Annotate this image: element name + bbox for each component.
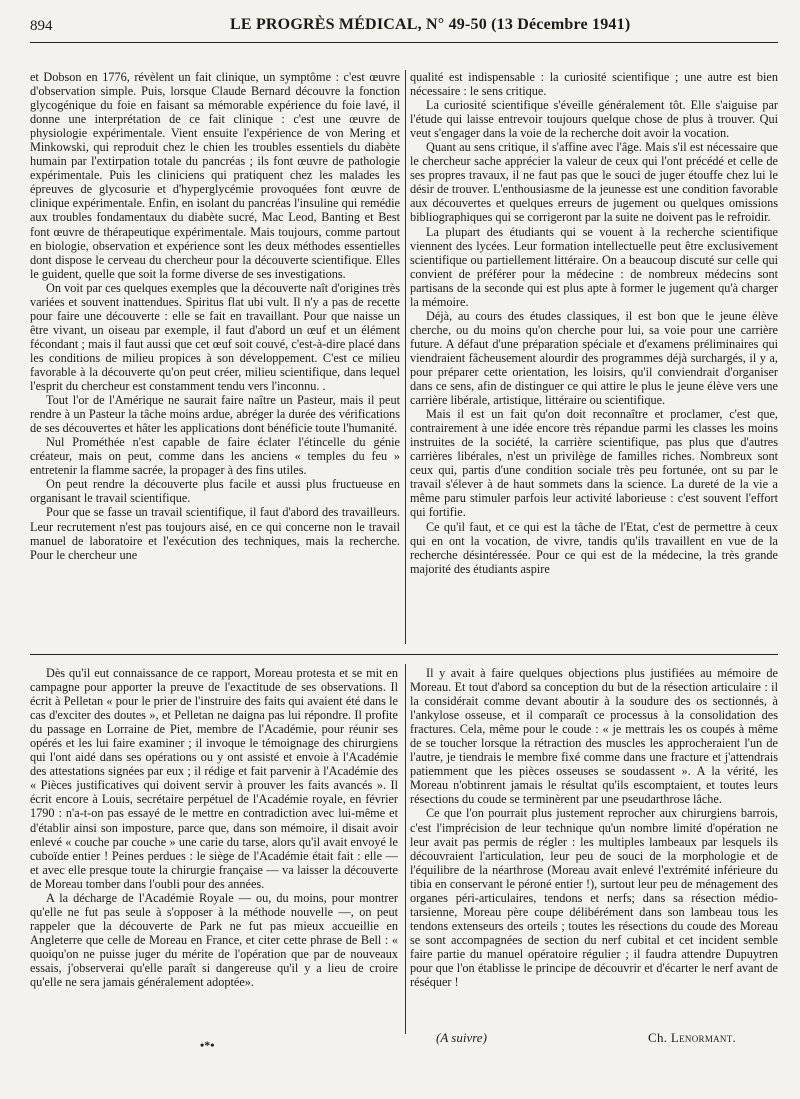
- paragraph: Dès qu'il eut connaissance de ce rapport, Moreau protesta et se mit en campagne pour apporter la preuve de l'exactitude de ses observations. Il écrit à Pelletan « pour le prier de l'instruire des faits qui avaient été dans le cas d'exciter des doutes », et Pelletan ne daigna pas lui répondre. Il profite du passage en Lorraine de Piet, membre de l'Académie, pour réunir ses opérés et les lui faire examiner ; il invoque le témoignage des chirurgiens qui l'ont aidé dans ses opérations ou y ont assisté et envoie à l'Académie des attestations signées par eux ; il rédige et fait parvenir à l'Académie des « Pièces justificatives qui doivent servir à prouver les faits avancés ». Il écrit encore à Louis, secrétaire perpétuel de l'Académie royale, en février 1790 : n'a-t-on pas essayé de le mettre en contradiction avec lui-même et d'établir ainsi son imposture, parce que, dans son mémoire, il disait avoir enlevé « couche par couche » une carie du tarse, alors qu'il avait envoyé le cuboïde entier ! Peines perdues : le siège de l'Académie était fait : elle — et avec elle presque toute la chirurgie française — va laisser la découverte de Moreau tomber dans l'oubli pour des années.: [30, 666, 398, 891]
- page-header: [30, 14, 778, 40]
- paragraph: A la décharge de l'Académie Royale — ou, du moins, pour montrer qu'elle ne fut pas seule à s'opposer à la méthode nouvelle —, on peut rappeler que la découverte de Park ne fut pas mieux accueillie en Angleterre que celle de Moreau en France, et citer cette phrase de Bell : « quoiqu'on ne puisse juger du mérite de l'opération que par de nouveaux essais, j'observerai qu'elle paraît si dangereuse qu'il y a lieu de croire qu'elle ne sera jamais généralement adoptée».: [30, 890, 398, 990]
- to-be-continued: (A suivre): [436, 1030, 487, 1045]
- paragraph: Ce que l'on pourrait plus justement reprocher aux chirurgiens barrois, c'est l'imprécision de leur technique qu'un nombre limité d'opération ne leur avait pas permis de régler : les multiples lambeaux par lesquels ils découvraient l'articulation, leur peu de souci de la morphologie et de l'équilibre de la néarthrose (Moreau avait enlevé l'extrémité inférieure du tibia en conservant le péroné entier !), surtout leur peu de ménagement des organes péri-articulaires, tendons et nerfs; dans sa résection médio-tarsienne, Moreau père coupe délibérément dans son lambeau tous les tendons extenseurs des orteils ; toutes les résections du coude des Moreau se sont accompagnées de section du nerf cubital et cet incident semble faire partie du manuel opératoire régulier ; il faudra attendre Dupuytren pour que l'on établisse le principe de découvrir et d'écarter le nerf avant de réséquer !: [410, 806, 778, 990]
- page-number: 894: [30, 18, 53, 34]
- paragraph: qualité est indispensable : la curiosité scientifique ; une autre est bien nécessaire : le sens critique.: [410, 70, 778, 99]
- bottom-left-column: [30, 666, 398, 1066]
- section-rule: [30, 654, 778, 655]
- paragraph: Ce qu'il faut, et ce qui est la tâche de l'Etat, c'est de permettre à ceux qui en ont la vocation, de vivre, tandis qu'ils travaillent en vue de la recherche désintéressée. Pour ce qui est de la médecine, la très grande majorité des étudiants aspire: [410, 519, 778, 576]
- asterism-separator: •*•: [200, 1038, 215, 1052]
- bottom-right-column: [410, 666, 778, 1026]
- author-signature: [648, 1030, 736, 1046]
- column-divider: [405, 70, 406, 644]
- paragraph: La plupart des étudiants qui se vouent à la recherche scientifique viennent des lycées. Leur formation intellectuelle peut être exclusivement scientifique ou partiellement littéraire. On a beaucoup discuté sur celle qui convient de préférer pour la médecine : de nombreux médecins sont partisans de la seconde qui est plus apte à former le jugement qu'à charger la mémoire.: [410, 224, 778, 309]
- paragraph: Nul Prométhée n'est capable de faire éclater l'étincelle du génie créateur, mais on peut, comme dans les anciens « temples du feu » entretenir la flamme sacrée, la propager à des fins utiles.: [30, 435, 400, 478]
- header-rule: [30, 42, 778, 43]
- journal-title: LE PROGRÈS MÉDICAL, N° 49-50 (13 Décembre 1941): [230, 16, 631, 33]
- paragraph: Quant au sens critique, il s'affine avec l'âge. Mais s'il est nécessaire que le chercheur sache apprécier la valeur de ceux qui l'ont précédé et celle de ses propres travaux, il ne faut pas que le souci de juger étouffe chez lui le désir de trouver. L'enthousiasme de la jeunesse est une condition favorable aux découvertes et quelques erreurs de jugement ou quelques omissions bibliographiques qui se corrigeront par la suite ne doivent pas le refroidir.: [410, 140, 778, 225]
- column-divider: [405, 664, 406, 1034]
- author-initials: Ch.: [648, 1030, 668, 1045]
- top-left-column: [30, 70, 400, 646]
- paragraph: Pour que se fasse un travail scientifique, il faut d'abord des travailleurs. Leur recrutement n'est pas toujours aisé, en ce qui concerne non le travail manuel de laboratoire et l'exécution des techniques, mais la recherche. Pour le chercheur une: [30, 505, 400, 562]
- paragraph: et Dobson en 1776, révèlent un fait clinique, un symptôme : c'est œuvre d'observation simple. Puis, lorsque Claude Bernard découvre la fonction glycogénique du foie en faisant sa mémorable expérience du foie lavé, il donne une interprétation de ce fait clinique : c'est une œuvre de physiologie expérimentale. Vient ensuite l'expérience de von Mering et Minkowski, qui reproduit chez le chien les troubles essentiels du diabète humain par l'extirpation totale du pancréas ; ils font œuvre de pathologie expérimentale. Puis les cliniciens qui pratiquent chez les malades les épreuves de glycosurie et d'hyperglycémie provoquées font œuvre de clinique expérimentale. Enfin, en isolant du pancréas l'insuline qui remédie aux troubles fondamentaux du diabète sucré, Mac Leod, Banting et Best font œuvre de thérapeutique expérimentale. Mais toujours, comme partout en biologie, observation et expérience sont les deux méthodes essentielles dont dispose le cerveau du chercheur pour la découverte scientifique. Elles le guident, quelle que soit la forme diverse de ses investigations.: [30, 70, 400, 281]
- paragraph: On voit par ces quelques exemples que la découverte naît d'origines très variées et souvent inattendues. Spiritus flat ubi vult. Il n'y a pas de recette pour faire une découverte : elle se fait en travaillant. Pour que naisse un être vivant, un oiseau par exemple, il faut d'abord un œuf et un élément fécondant ; mais il faut aussi que cet œuf soit couvé, c'est-à-dire placé dans les conditions de milieu propices à son développement. C'est ce milieu favorable à la découverte qu'on peut créer, milieu scientifique, dans lequel l'esprit du chercheur est constamment tendu vers l'inconnu. .: [30, 280, 400, 394]
- author-name: Lenormant.: [670, 1030, 737, 1045]
- top-right-column: [410, 70, 778, 646]
- paragraph: Il y avait à faire quelques objections plus justifiées au mémoire de Moreau. Et tout d'abord sa conception du but de la résection articulaire : il la considérait comme devant aboutir à la soudure des os sectionnés, à l'ankylose osseuse, et il comparaît ce processus à la consolidation des fractures. Cela, même pour le coude : « je mettrais les os coupés à même de se toucher lorsque la rétraction des muscles les approcheraient l'un de l'autre, je tiendrais le membre fixé comme dans une fracture et j'attendrais patiemment que les pièces osseuses se soudassent ». A la vérité, les Moreau n'obtinrent jamais le résultat qu'ils escomptaient, et toutes leurs résections du coude se terminèrent par une pseudarthrose lâche.: [410, 666, 778, 807]
- paragraph: Déjà, au cours des études classiques, il est bon que le jeune élève cherche, ou du moins qu'on cherche pour lui, sa voie pour une carrière future. A défaut d'une préparation spéciale et d'examens préliminaires qui viendraient fâcheusement alourdir des programmes déjà surchargés, il y a, pour préparer cette orientation, les loisirs, qu'il conviendrait d'organiser dans ce sens, afin de distinguer ce qui attire le plus le jeune élève vers une carrière libérale, artistique, littéraire ou scientifique.: [410, 308, 778, 408]
- paragraph: La curiosité scientifique s'éveille généralement tôt. Elle s'aiguise par l'étude qui laisse entrevoir toujours quelque chose de plus à trouver. Qui veut s'engager dans la voie de la recherche doit avoir la vocation.: [410, 98, 778, 141]
- paragraph: Tout l'or de l'Amérique ne saurait faire naître un Pasteur, mais il peut rendre à un Pasteur la tâche moins ardue, abréger la durée des vérifications de ses découvertes et hâter les applications dont bénéficie toute l'humanité.: [30, 393, 400, 436]
- paragraph: On peut rendre la découverte plus facile et aussi plus fructueuse en organisant le travail scientifique.: [30, 477, 400, 506]
- paragraph: Mais il est un fait qu'on doit reconnaître et proclamer, c'est que, contrairement à une idée encore très répandue parmi les classes les moins instruites de la société, la carrière scientifique, pas plus que d'autres carrières libérales, n'est un privilège de familles riches. Nombreux sont ceux qui, partis d'une condition sociale très peu fortunée, ont su par le travail s'élever à de haut sommets dans la science. La dureté de la vie a même paru stimuler parfois leur activité laborieuse : c'est souvent l'effort qui fortifie.: [410, 407, 778, 520]
